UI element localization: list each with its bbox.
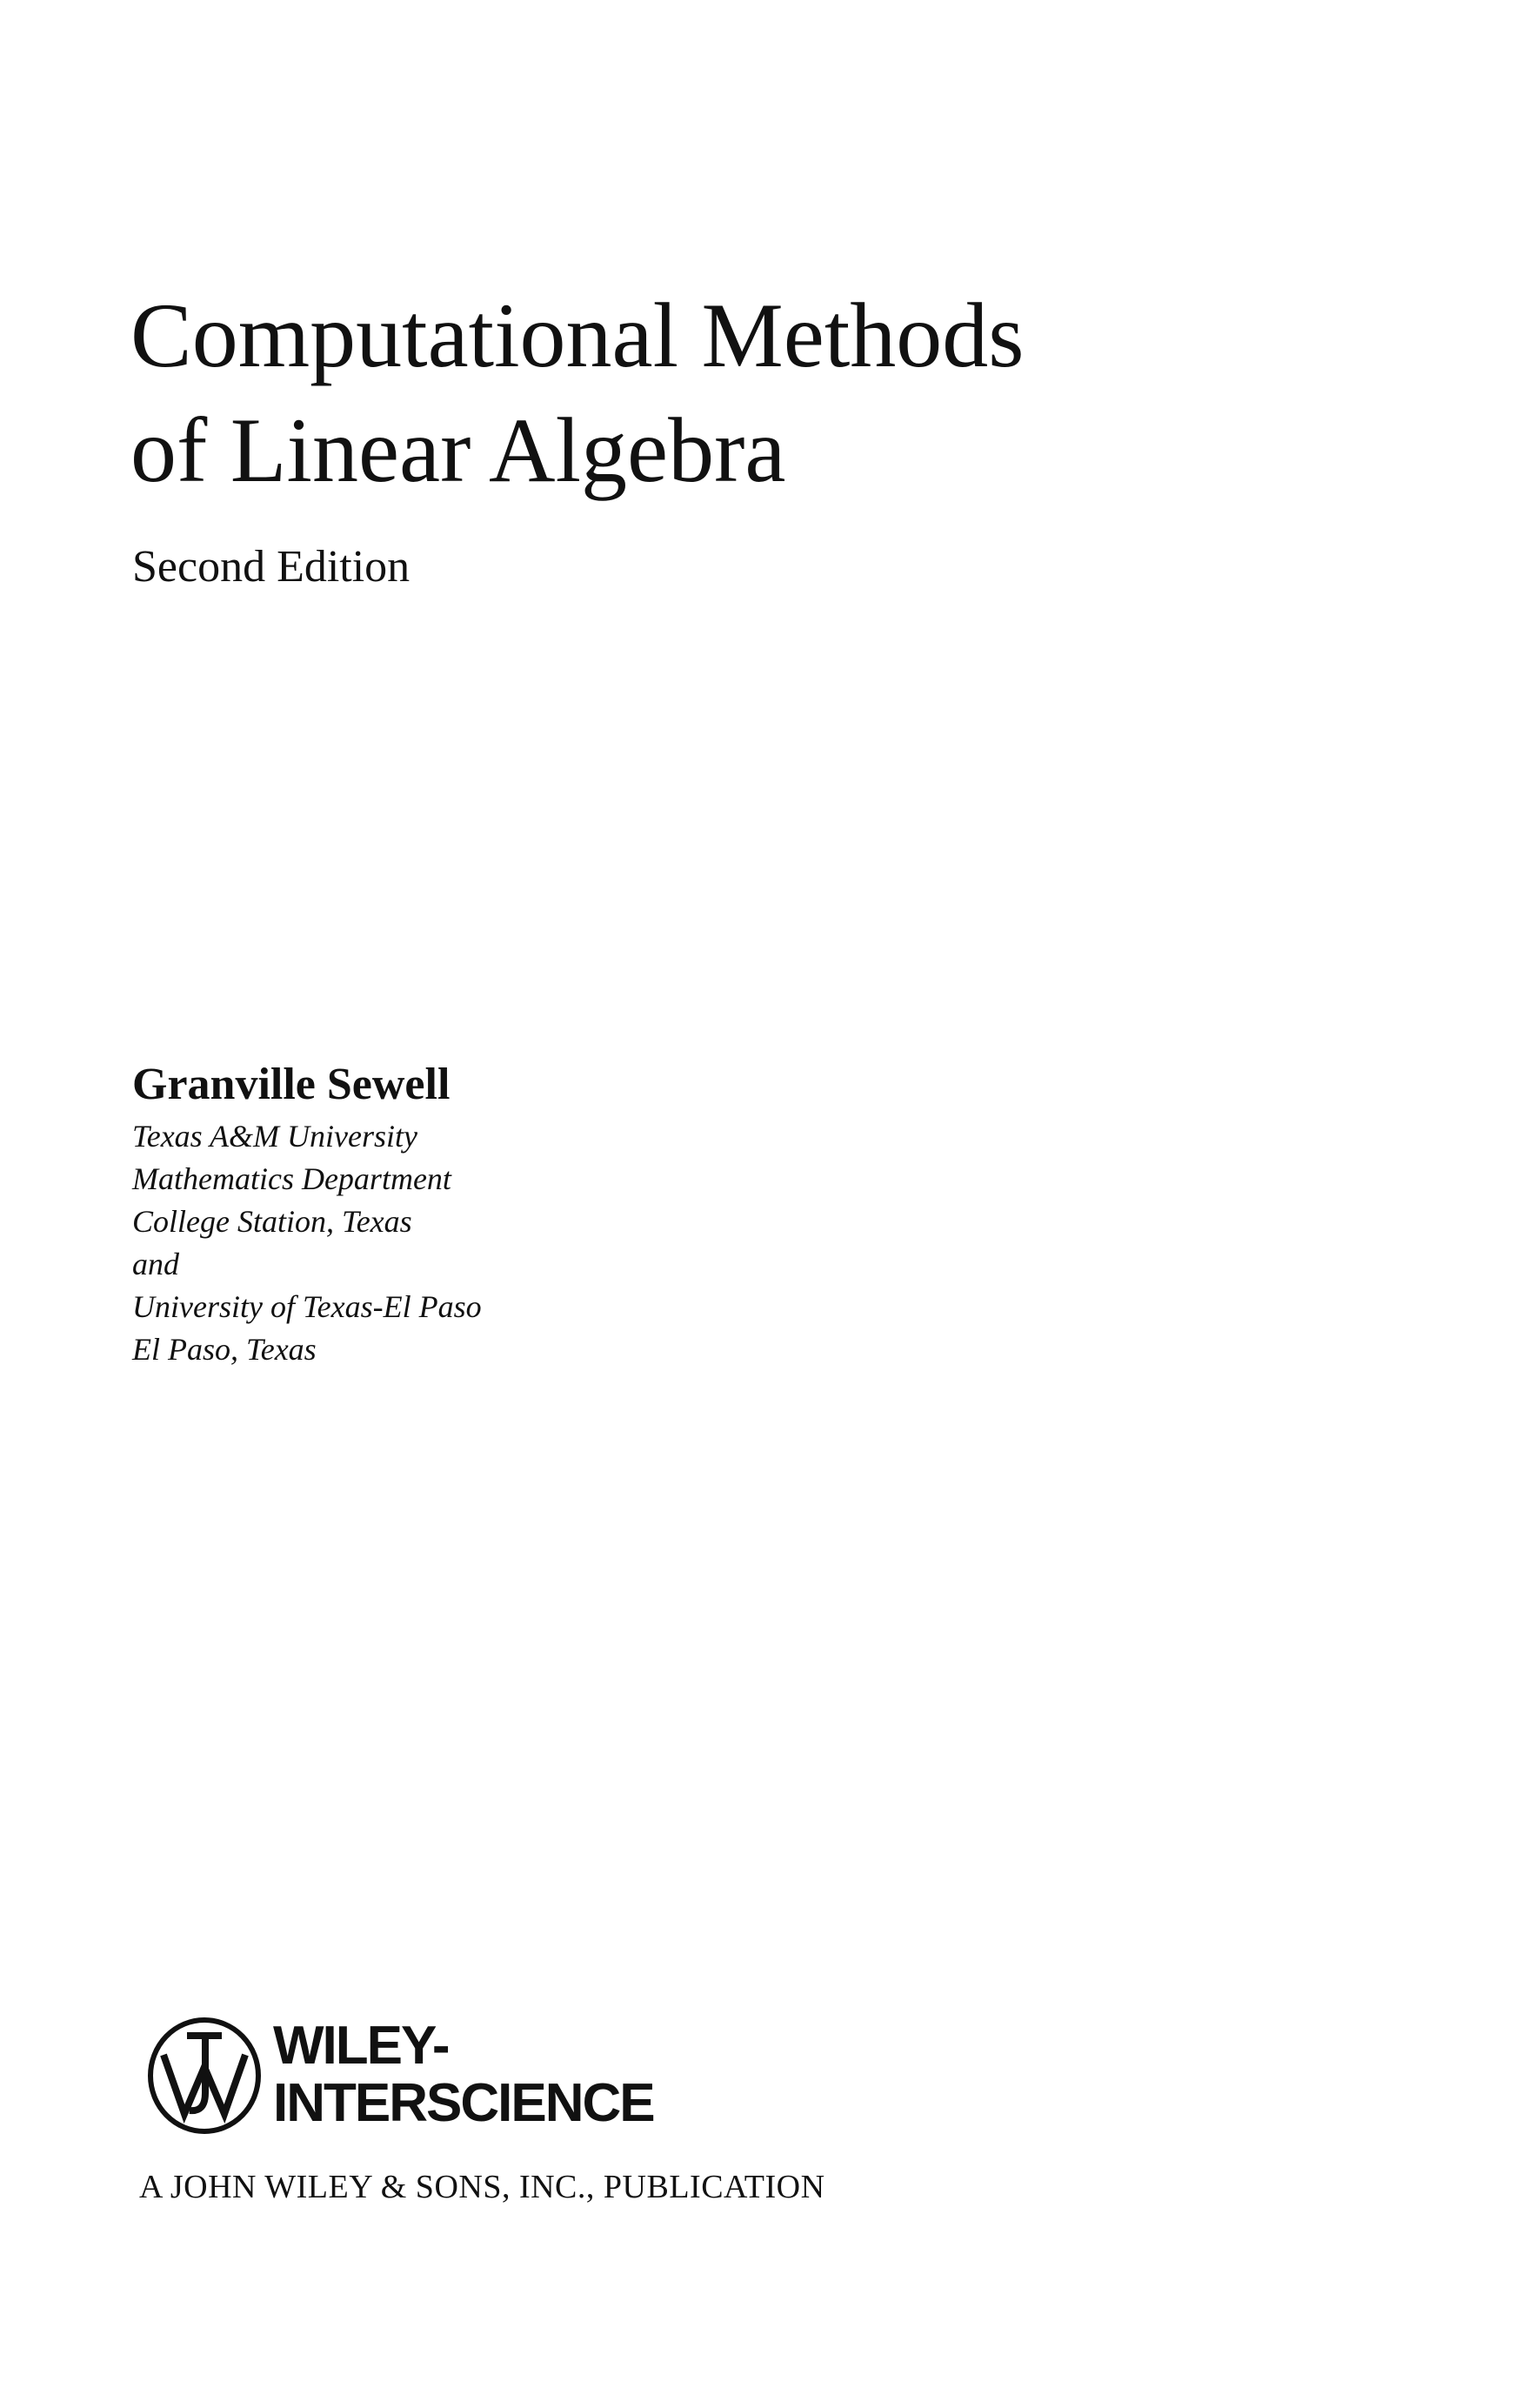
affiliation-line: Texas A&M University <box>132 1119 417 1154</box>
publisher-imprint: A JOHN WILEY & SONS, INC., PUBLICATION <box>139 2169 825 2205</box>
wiley-logo-icon <box>139 2010 270 2140</box>
title-line-2: of Linear Algebra <box>130 399 786 501</box>
title-line-1: Computational Methods <box>130 284 1025 386</box>
affiliation-line: and <box>132 1247 179 1281</box>
publisher-block <box>139 2001 1183 2208</box>
affiliation-line: Mathematics Department <box>132 1161 451 1196</box>
logo-line-2: INTERSCIENCE <box>273 2073 654 2133</box>
logo-line-1: WILEY- <box>273 2016 449 2076</box>
publisher-logo-text <box>273 2017 654 2132</box>
author-block <box>132 1054 1002 1371</box>
publisher-logo <box>139 2001 1183 2149</box>
affiliation-line: University of Texas-El Paso <box>132 1289 482 1324</box>
author-name: Granville Sewell <box>132 1060 451 1109</box>
edition-label: Second Edition <box>132 542 411 592</box>
affiliation-line: El Paso, Texas <box>132 1332 317 1367</box>
affiliation-line: College Station, Texas <box>132 1204 412 1239</box>
book-title <box>130 278 1435 508</box>
